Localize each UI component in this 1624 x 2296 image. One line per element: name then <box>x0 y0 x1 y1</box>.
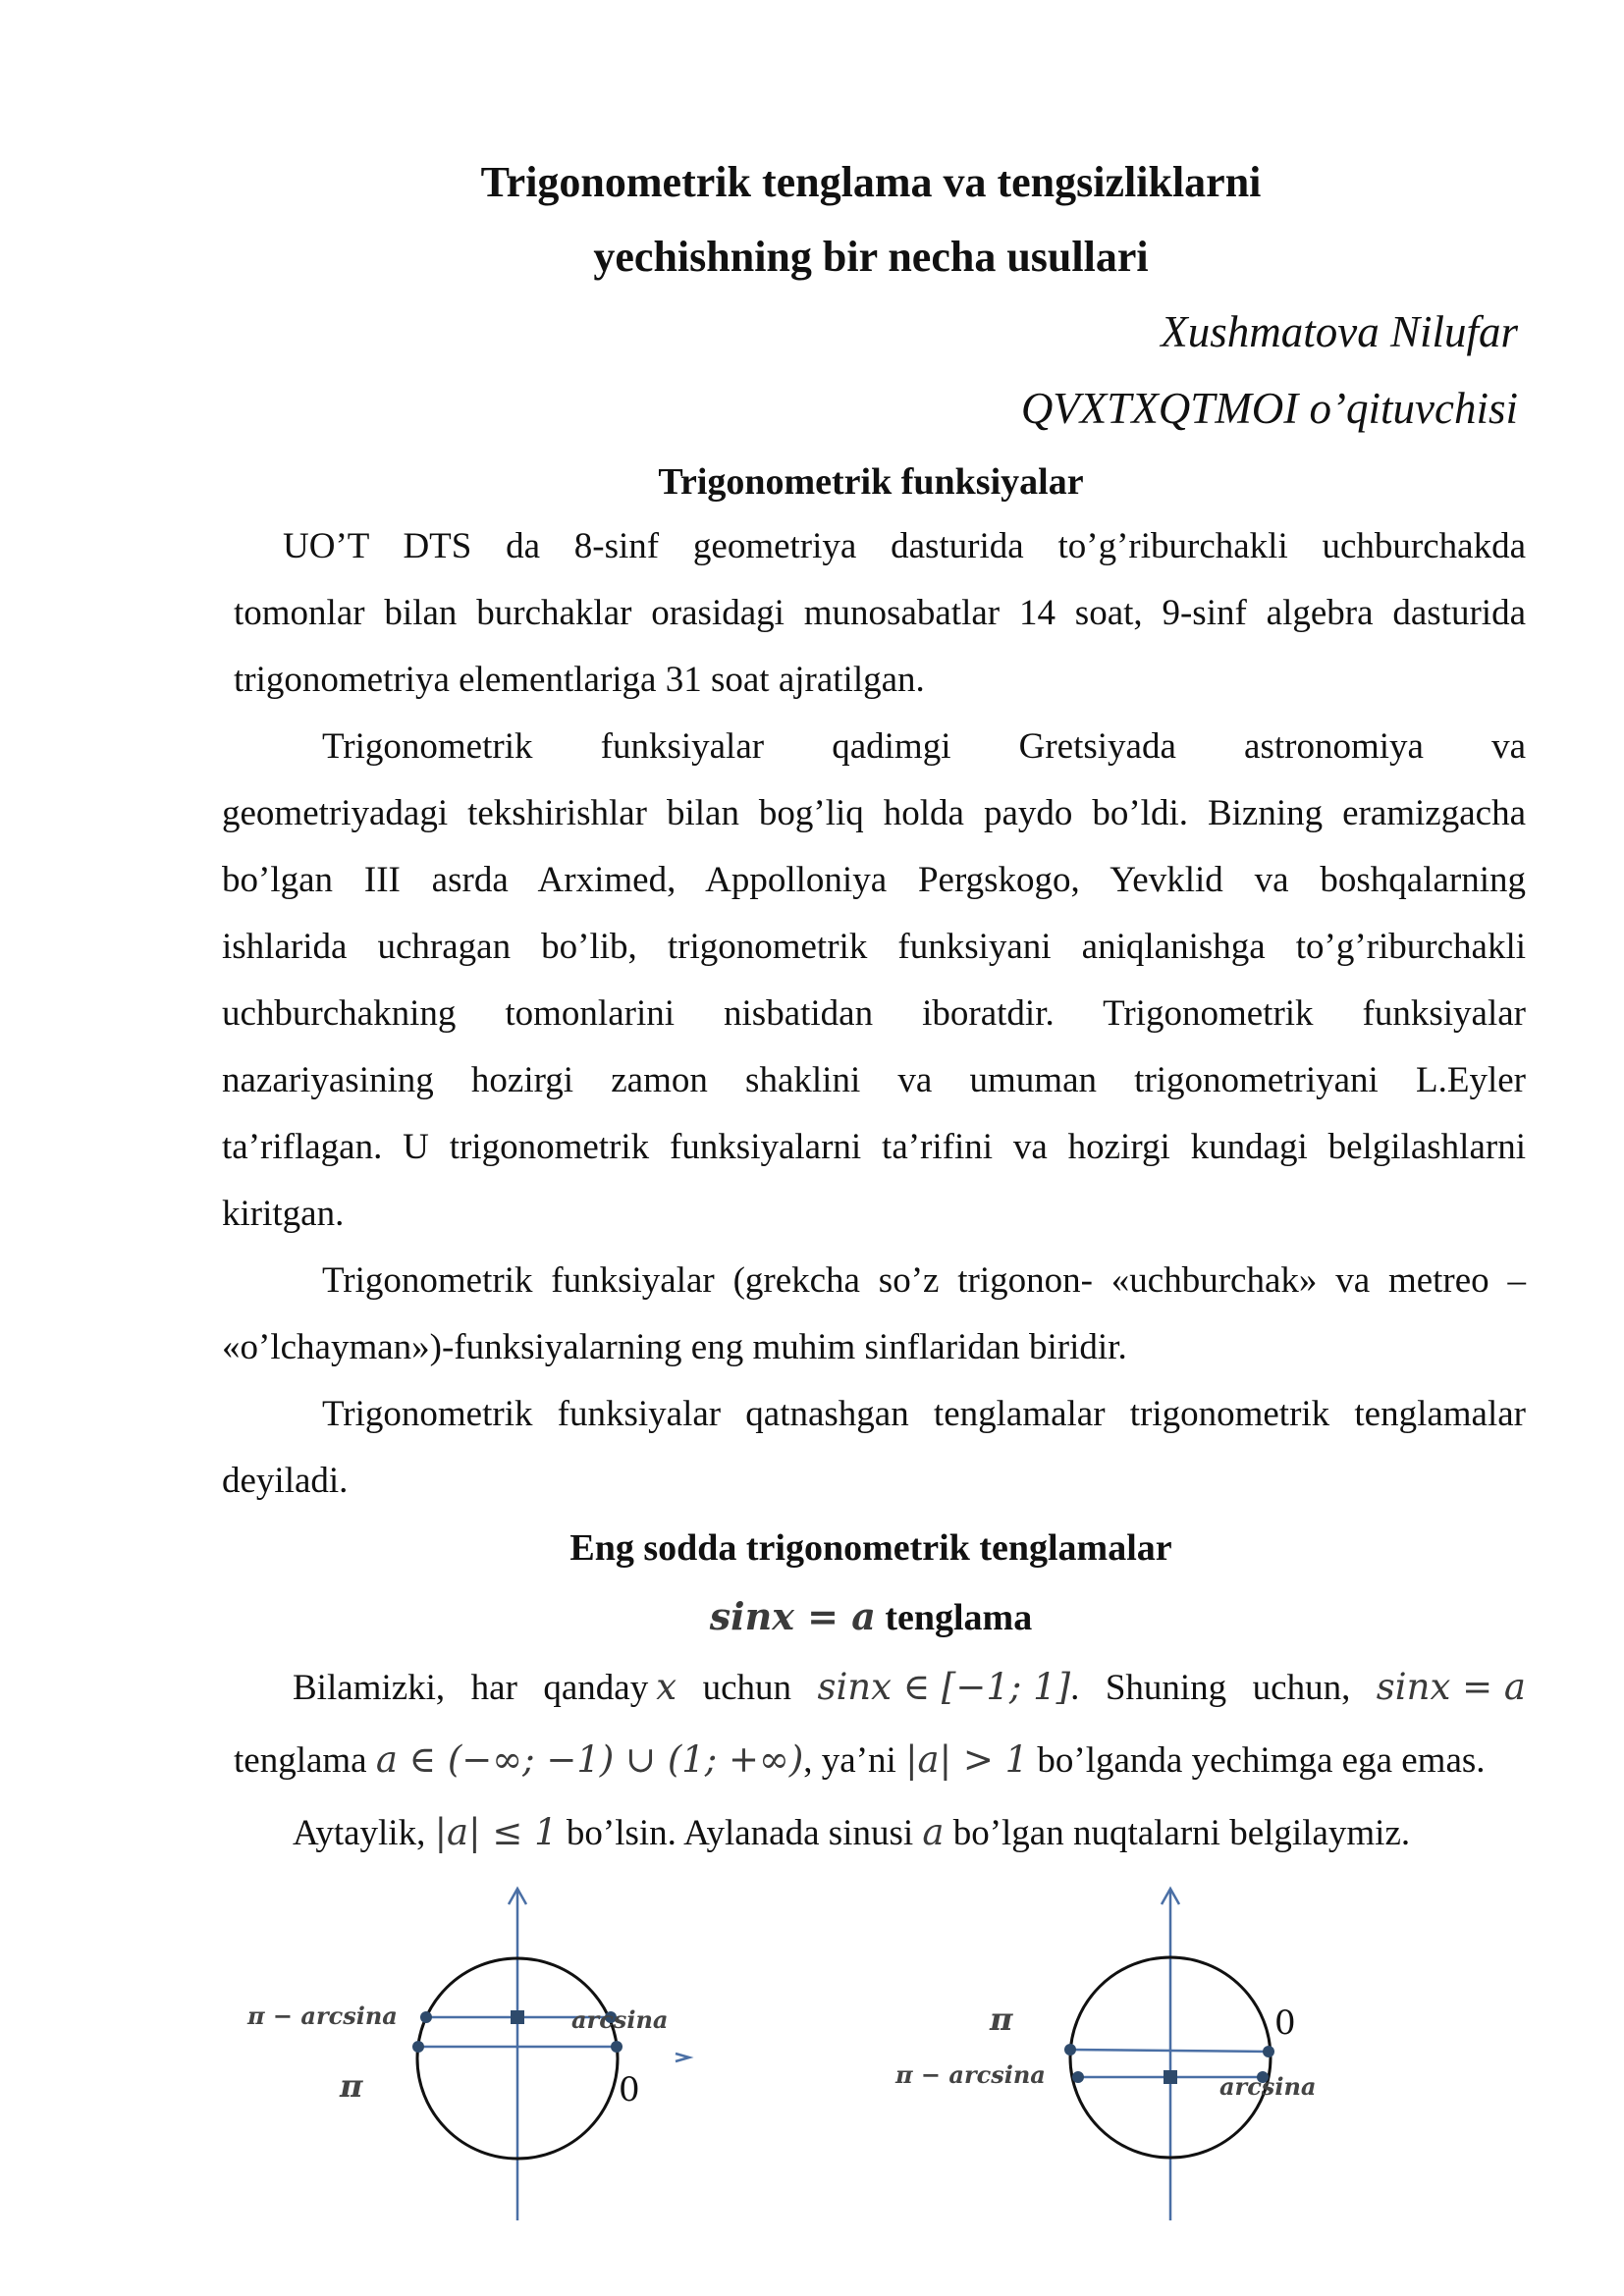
paragraph-2-line-3: bo’lgan III asrda Arximed, Appolloniya Pergskogo, Yevklid va boshqalarning <box>222 860 1526 900</box>
right-label-pi: π <box>990 2001 1013 2038</box>
right-point-pi-minus <box>1072 2071 1084 2083</box>
text-mark-points: bo’lgan nuqtalarni belgilaymiz. <box>952 1813 1411 1853</box>
subheading-sin-equation <box>0 1592 1624 1642</box>
subheading-text: tenglama <box>885 1597 1033 1638</box>
text-bolsin: bo’lsin. Aylanada sinusi <box>566 1813 914 1853</box>
text-no-solution: bo’lganda yechimga ega emas. <box>1037 1740 1486 1781</box>
word-uchun-2: uchun, <box>1252 1668 1351 1708</box>
subheading-math: sinx = a <box>709 1594 876 1638</box>
text-aytaylik: Aytaylik, <box>293 1813 426 1853</box>
sin-range-group <box>817 1663 1079 1713</box>
word-har: har <box>470 1668 517 1708</box>
unit-circle-figures <box>0 1865 1624 2238</box>
math-a: a <box>922 1811 945 1853</box>
paragraph-3-line-1: Trigonometrik funksiyalar (grekcha so’z trigonon- «uchburchak» va metreo – <box>322 1260 1526 1301</box>
paragraph-3-line-2: «o’lchayman»)-funksiyalarning eng muhim sinflaridan biridir. <box>222 1327 1127 1367</box>
paragraph-2-line-6: nazariyasining hozirgi zamon shaklini va umuman trigonometriyani L.Eyler <box>222 1060 1526 1100</box>
math-sin-eq-a: sinx = a <box>1376 1666 1526 1708</box>
author-position: QVXTXQTMOI o’qituvchisi <box>1020 384 1518 433</box>
right-point-upper-right <box>1263 2046 1274 2057</box>
word-qanday: qanday <box>543 1668 649 1708</box>
left-axis-marker <box>511 2010 524 2024</box>
left-point-pi-minus <box>420 2011 432 2023</box>
paragraph-2-line-4: ishlarida uchragan bo’lib, trigonometrik funksiyani aniqlanishga to’g’riburchakli <box>222 927 1526 967</box>
section-heading-trig-functions: Trigonometrik funksiyalar <box>658 461 1084 503</box>
paragraph-2-line-8: kiritgan. <box>222 1194 345 1234</box>
math-sin-range: sinx ∈ [−1; 1] <box>817 1666 1071 1708</box>
right-unit-circle-figure <box>894 1889 1316 2220</box>
left-label-pi-minus-arcsin: π − arcsina <box>247 2002 398 2030</box>
text-yani: , ya’ni <box>803 1740 896 1781</box>
math-abs-a-le-1: |a| ≤ 1 <box>434 1811 558 1853</box>
left-unit-circle-figure <box>246 1889 689 2220</box>
math-a-interval: a ∈ (−∞; −1) ∪ (1; +∞) <box>375 1738 804 1781</box>
paragraph-2-line-7: ta’riflagan. U trigonometrik funksiyalarni ta’rifini va hozirgi kundagi belgilashlarni <box>222 1127 1526 1167</box>
paragraph-1-line-1: UO’T DTS da 8-sinf geometriya dasturida to’g’riburchakli uchburchakda <box>283 526 1526 566</box>
left-point-lower-left <box>412 2041 424 2053</box>
sin-range-line <box>293 1663 1526 1713</box>
right-label-arcsin: arcsina <box>1219 2072 1317 2101</box>
var-x: x <box>656 1666 677 1708</box>
section-heading-simple-equations: Eng sodda trigonometrik tenglamalar <box>569 1527 1172 1569</box>
right-chord-upper <box>1070 2050 1269 2052</box>
paragraph-1-line-2: tomonlar bilan burchaklar orasidagi munosabatlar 14 soat, 9-sinf algebra dasturida <box>234 593 1526 633</box>
paragraph-1-line-3: trigonometriya elementlariga 31 soat ajratilgan. <box>234 660 925 700</box>
title-line-2: yechishning bir necha usullari <box>593 233 1149 281</box>
left-point-lower-right <box>611 2041 623 2053</box>
sentence-dot: . <box>1070 1668 1080 1708</box>
text-tenglama: tenglama <box>234 1740 367 1781</box>
left-label-zero: 0 <box>619 2070 640 2109</box>
paragraph-4-line-1: Trigonometrik funksiyalar qatnashgan tenglamalar trigonometrik tenglamalar <box>322 1394 1526 1434</box>
word-bilamizki: Bilamizki, <box>293 1668 446 1708</box>
no-solution-line <box>234 1735 1486 1786</box>
left-label-pi: π <box>340 2067 363 2105</box>
right-axis-marker <box>1164 2070 1177 2084</box>
right-label-zero: 0 <box>1274 2003 1296 2043</box>
word-qanday-group <box>543 1663 677 1713</box>
left-label-arcsin: arcsina <box>571 2005 669 2034</box>
paragraph-2-line-1: Trigonometrik funksiyalar qadimgi Gretsiyada astronomiya va <box>322 726 1526 767</box>
paragraph-2-line-2: geometriyadagi tekshirishlar bilan bog’liq holda paydo bo’ldi. Bizning eramizgacha <box>222 793 1526 833</box>
word-uchun: uchun <box>702 1668 792 1708</box>
paragraph-2-line-5: uchburchakning tomonlarini nisbatidan iboratdir. Trigonometrik funksiyalar <box>222 993 1526 1034</box>
right-label-pi-minus-arcsin: π − arcsina <box>895 2060 1046 2089</box>
author-name: Xushmatova Nilufar <box>1161 307 1518 356</box>
word-shuning: Shuning <box>1105 1668 1227 1708</box>
assume-line <box>293 1808 1410 1858</box>
paragraph-4-line-2: deyiladi. <box>222 1461 349 1501</box>
left-x-axis-arrow <box>676 2054 689 2061</box>
title-line-1: Trigonometrik tenglama va tengsizliklarni <box>480 158 1262 206</box>
math-abs-a-gt-1: |a| > 1 <box>905 1738 1029 1781</box>
right-point-upper-left <box>1064 2044 1076 2056</box>
